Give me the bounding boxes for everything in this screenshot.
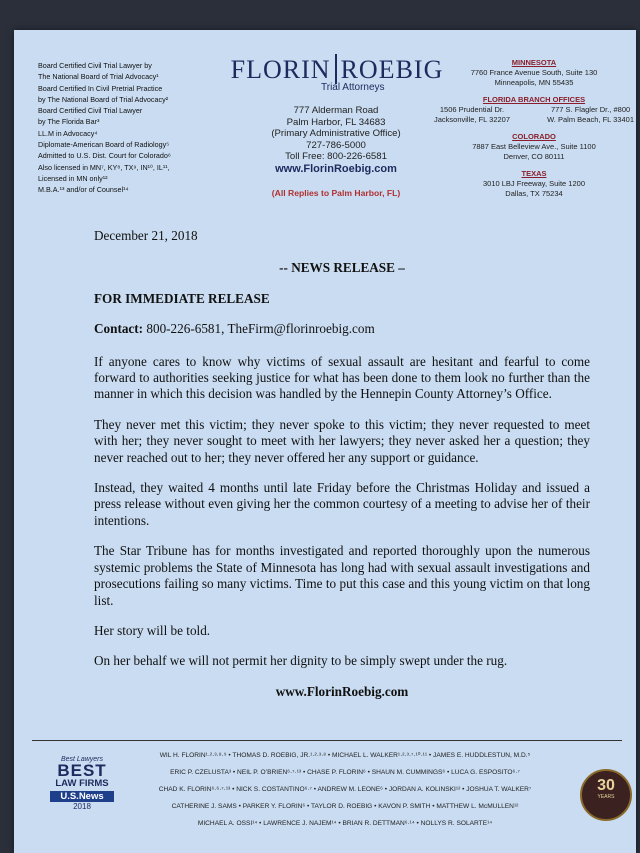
office-state: MINNESOTA [511,58,557,67]
seal-text: YEARS [597,794,615,800]
branch-offices [434,58,634,206]
letter-body [94,228,590,700]
office-line: Dallas, TX 75234 [505,189,563,198]
credentials-list [38,60,218,196]
hq-phone: 727-786-5000 [306,139,366,151]
office-line: Denver, CO 80111 [503,152,565,161]
credential-line: Licensed in MN only¹² [38,173,108,183]
attorney-row: WIL H. FLORIN¹·²·³·⁸·⁹ • THOMAS D. ROEBIG, JR.¹·²·³·⁸ • MICHAEL L. WALKER¹·²·³·⁷·¹⁰·¹¹ • JAMES E. HUDDLESTUN, M.D.⁵ [159,752,531,759]
contact-value: 800-226-6581, TheFirm@florinroebig.com [146,321,375,337]
office-line: 7760 France Avenue South, Suite 130 [470,68,598,77]
credential-line: The National Board of Trial Advocacy¹ [38,72,159,82]
office-line: 3010 LBJ Freeway, Suite 1200 [482,179,585,188]
headquarters-address [246,105,426,200]
office-state: COLORADO [512,132,556,141]
office-florida [434,95,634,125]
immediate-release-heading: FOR IMMEDIATE RELEASE [94,290,270,306]
office-state: FLORIDA BRANCH OFFICES [482,95,586,104]
credential-line: by The Florida Bar³ [38,117,100,127]
badge-best: BEST [57,761,107,780]
paragraph: They never met this victim; they never spoke to this victim; they never requested to meet with her; they never sought to meet with her lawyers; they never asked her a question; they never reached out to her; they never offered her any support or guidance. [94,416,590,465]
office-line: Jacksonville, FL 32207 [434,115,511,124]
credential-line: Board Certified In Civil Pretrial Practice [38,83,163,93]
logo-right: ROEBIG [340,55,444,84]
letter-date: December 21, 2018 [94,228,198,243]
hq-city: Palm Harbor, FL 34683 [286,116,386,128]
office-line: 777 S. Flagler Dr., #800 [550,105,631,114]
paragraph: The Star Tribune has for months investigated and reported thoroughly upon the numerous systemic problems the State of Minnesota has long had with sexual assault investigations and prosecutions failing so many victims. Time to put this case and this young victim on that long list. [94,543,590,608]
office-line: Minneapolis, MN 55435 [494,78,574,87]
firm-logo [217,54,457,93]
seal-number: 30 [597,777,615,794]
paragraph: Instead, they waited 4 months until late Friday before the Christmas Holiday and issued a press release without even giving her the common courtesy of a meeting to advise her of their intentions. [94,480,590,528]
office-line: W. Palm Beach, FL 33401 [547,115,634,124]
logo-divider [335,54,337,84]
attorney-row: ERIC P. CZELUSTA³ • NEIL P. O’BRIEN⁶·⁷·¹³ • CHASE P. FLORIN⁶ • SHAUN M. CUMMINGS⁶ • LUCA G. ESPOSITO⁶·⁷ [170,769,520,776]
office-line: 7887 East Belleview Ave., Suite 1100 [472,142,596,151]
hq-website: www.FlorinRoebig.com [275,162,397,175]
office-texas [434,169,634,199]
badge-usnews: U.S.News [50,791,114,802]
letter-page [14,30,636,853]
paragraph: On her behalf we will not permit her dignity to be simply swept under the rug. [94,653,508,669]
office-state: TEXAS [521,169,547,178]
badge-law-firms: LAW FIRMS [55,778,109,789]
30-years-seal [580,769,632,821]
credential-line: Also licensed in MN⁷, KY⁸, TX⁹, IN¹⁰, IL¹¹, [38,162,170,172]
logo-left: FLORIN [230,55,331,84]
credential-line: Board Certified Civil Trial Lawyer [38,106,143,116]
credential-line: Diplomate-American Board of Radiology⁵ [38,140,170,150]
logo-subtitle: Trial Attorneys [321,82,385,93]
badge-top: Best Lawyers [60,756,104,763]
attorney-row: CHAD K. FLORIN⁶·⁶·⁷·¹³ • NICK S. COSTANTINO⁶·⁷ • ANDREW M. LEONE⁶ • JORDAN A. KOLINSKI¹² • JOSHUA T. WALKER⁷ [158,786,532,793]
attorney-names [120,747,570,832]
contact-line [94,321,590,337]
office-minnesota [434,58,634,88]
office-line: 1506 Prudential Dr. [439,105,505,114]
hq-street: 777 Alderman Road [293,105,379,116]
paragraph: If anyone cares to know why victims of sexual assault are hesitant and fearful to come forward to authorities seeking justice for what has been done to them look no further than the manner in which this decision was handled by the Hennepin County Attorney’s Office. [94,353,590,402]
hq-tollfree: Toll Free: 800-226-6581 [285,151,387,162]
badge-year: 2018 [73,802,91,811]
credential-line: by The National Board of Trial Advocacy² [38,94,169,104]
hq-replies-note: (All Replies to Palm Harbor, FL) [271,188,401,198]
letterhead-footer [32,740,622,841]
contact-label: Contact: [94,321,144,337]
news-release-heading: -- NEWS RELEASE – [279,260,405,276]
paragraph: Her story will be told. [94,622,211,638]
hq-note: (Primary Administrative Office) [271,128,401,139]
website-footer-link: www.FlorinRoebig.com [275,683,409,699]
best-law-firms-badge [50,756,114,826]
credential-line: Admitted to U.S. Dist. Court for Colorado⁶ [38,151,171,161]
attorney-row: CATHERINE J. SAMS • PARKER Y. FLORIN⁶ • TAYLOR D. ROEBIG • KAVON P. SMITH • MATTHEW L. McMULLEN¹² [171,803,519,810]
credential-line: M.B.A.¹³ and/or of Counsel¹⁴ [38,185,129,195]
credential-line: Board Certified Civil Trial Lawyer by [38,61,152,70]
attorney-row: MICHAEL A. OSSI¹⁴ • LAWRENCE J. NAJEM¹⁴ • BRIAN R. DETTMAN⁶·¹⁴ • NOLLYS R. SOLARTE¹⁴ [197,820,493,827]
office-colorado [434,132,634,162]
credential-line: LL.M in Advocacy⁴ [38,128,98,138]
